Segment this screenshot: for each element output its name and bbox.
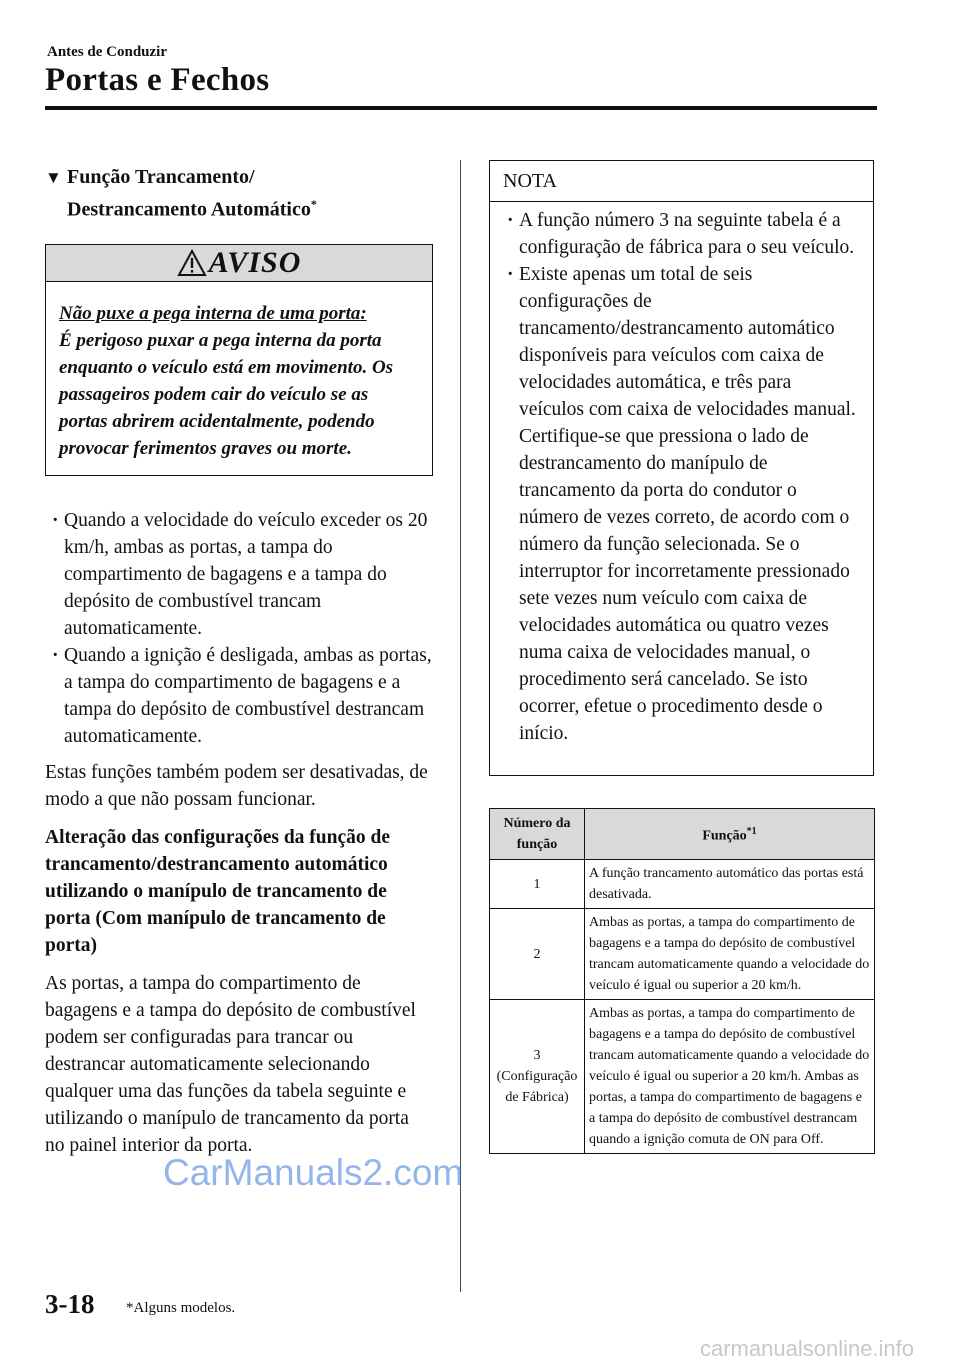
function-number: 3 (Configuração de Fábrica) — [490, 1000, 585, 1154]
list-item: · Quando a ignição é desligada, ambas as portas, a tampa do compartimento de bagagens e a tampa do depósito de combustível destrancam automaticamente. — [45, 642, 433, 750]
note-body — [490, 202, 873, 747]
function-number: 1 — [490, 860, 585, 909]
footnote: *Alguns modelos. — [126, 1300, 236, 1316]
note-item: · A função número 3 na seguinte tabela é a configuração de fábrica para o seu veículo. — [500, 207, 861, 261]
table-header-row — [490, 809, 875, 860]
triangle-marker-icon: ▼ — [45, 168, 62, 187]
note-box — [489, 160, 874, 776]
function-number: 2 — [490, 909, 585, 1000]
paragraph: Estas funções também podem ser desativadas, de modo a que não possam funcionar. — [45, 761, 428, 810]
col-function-header: Função$^{*1}$ — [585, 809, 875, 860]
function-description: A função trancamento automático das portas está desativada. — [585, 860, 875, 909]
table-row — [490, 860, 875, 909]
list-item: · Quando a velocidade do veículo exceder os 20 km/h, ambas as portas, a tampa do compartimento de bagagens e a tampa do depósito de combustível trancam automaticamente. — [45, 507, 433, 642]
function-table — [489, 808, 875, 1154]
site-watermark: carmanualsonline.info — [700, 1336, 915, 1361]
section-title-line1: Função Trancamento/ — [67, 166, 255, 188]
warning-heading: Não puxe a pega interna de uma porta: — [59, 302, 367, 324]
function-description: Ambas as portas, a tampa do compartimento de bagagens e a tampa do depósito de combustível trancam automaticamente quando a velocidade do veículo é igual ou superior a 20 km/h. Ambas as portas, a tampa do compartimento de bagagens e a tampa do depósito de combustível destrancam quando a ignição comuta de ON para Off. — [585, 1000, 875, 1154]
warning-box — [45, 244, 433, 476]
subheading: Alteração das configurações da função de trancamento/destrancamento automático utilizando o manípulo de trancamento de porta (Com manípulo de trancamento de porta) — [45, 826, 391, 956]
bullet-list — [45, 507, 433, 750]
left-column — [45, 164, 433, 1159]
warning-header — [46, 245, 432, 282]
paragraph: As portas, a tampa do compartimento de bagagens e a tampa do depósito de combustível podem ser configuradas para trancar ou destrancar automaticamente selecionando qualquer uma das funções da tabela seguinte e utilizando o manípulo de trancamento da porta no painel interior da porta. — [45, 972, 416, 1156]
warning-triangle-icon — [177, 249, 207, 277]
table-row — [490, 1000, 875, 1154]
column-divider — [460, 160, 461, 1292]
warning-text: É perigoso puxar a pega interna da porta enquanto o veículo está em movimento. Os passageiros podem cair do veículo se as portas abrirem acidentalmente, podendo provocar ferimentos graves ou morte. — [59, 329, 394, 459]
section-title-line2: Destrancamento Automático — [67, 198, 311, 221]
warning-label: AVISO — [208, 245, 302, 279]
page-title: Portas e Fechos — [45, 62, 270, 98]
col-number-header: Número da função — [490, 809, 585, 860]
function-description: Ambas as portas, a tampa do compartimento de bagagens e a tampa do depósito de combustível trancam automaticamente quando a velocidade do veículo é igual ou superior a 20 km/h. — [585, 909, 875, 1000]
watermark: CarManuals2.com — [163, 1152, 464, 1193]
warning-body — [46, 282, 432, 475]
note-label: NOTA — [490, 161, 873, 202]
page-number: 3-18 — [45, 1289, 95, 1319]
section-breadcrumb: Antes de Conduzir — [47, 44, 168, 60]
section-title — [45, 164, 433, 224]
note-item: · Existe apenas um total de seis configurações de trancamento/destrancamento automático disponíveis para veículos com caixa de velocidades automática, e três para veículos com caixa de velocidades manual. Certifique-se que pressiona o lado de destrancamento do manípulo de trancamento da porta do condutor o número de vezes correto, de acordo com o número da função selecionada. Se o interruptor for incorretamente pressionado sete vezes num veículo com caixa de velocidades automática ou quatro vezes numa caixa de velocidades manual, o procedimento será cancelado. Se isto ocorrer, efetue o procedimento desde o início. — [500, 261, 861, 747]
header-rule — [45, 106, 877, 110]
table-row — [490, 909, 875, 1000]
section-title-sup: * — [310, 197, 317, 211]
